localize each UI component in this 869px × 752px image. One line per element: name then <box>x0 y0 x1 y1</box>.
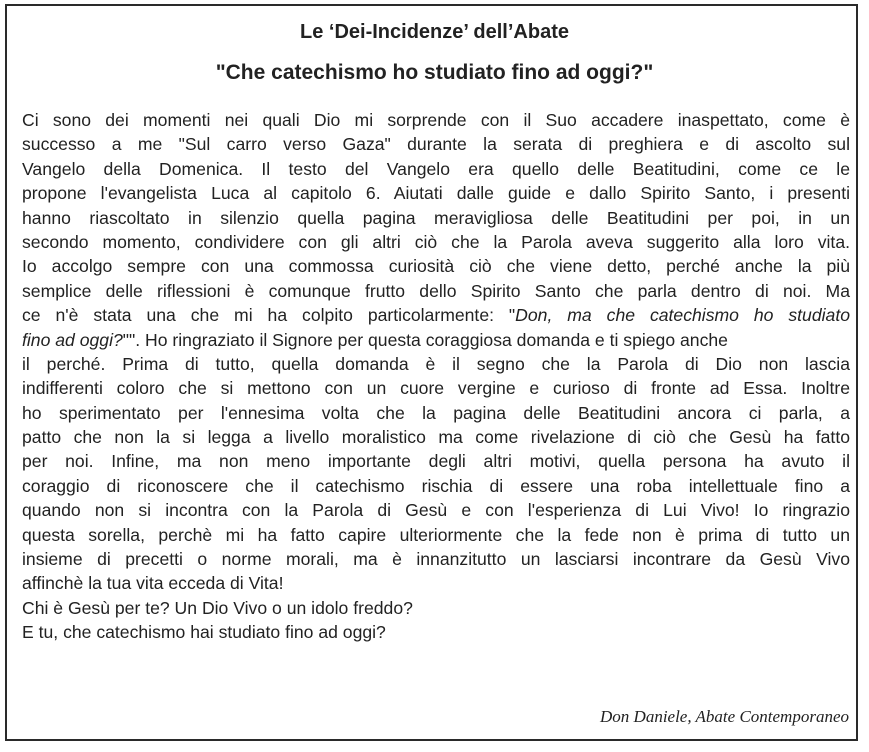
body-line: questa sorella, perchè mi ha fatto capire ulteriormente che la fede non è prima di tutto un <box>22 524 850 545</box>
body-line: Vangelo della Domenica. Il testo del Vangelo era quello delle Beatitudini, come ce le <box>22 158 850 179</box>
body-line: insieme di precetti o norme morali, ma è innanzitutto un lasciarsi incontrare da Gesù Vivo <box>22 549 850 570</box>
body-line: affinchè la tua vita ecceda di Vita! <box>22 573 284 594</box>
body-line: secondo momento, condividere con gli altri ciò che la Parola aveva suggerito alla loro vita. <box>22 231 850 252</box>
body-line: coraggio di riconoscere che il catechismo rischia di essere una roba intellettuale fino a <box>22 475 850 496</box>
closing-question: Chi è Gesù per te? Un Dio Vivo o un idolo freddo? <box>22 597 413 618</box>
body-line-segment: ". Ho ringraziato il Signore per questa coraggiosa domanda e ti spiego anche <box>129 329 728 350</box>
body-line-quote-start <box>22 303 850 327</box>
body-line: per noi. Infine, ma non meno importante degli altri motivi, quella persona ha avuto il <box>22 451 850 472</box>
body-line: Io accolgo sempre con una commossa curiosità ciò che viene detto, perché anche la più <box>22 256 850 277</box>
quoted-question: Don, ma che catechismo ho studiato <box>515 305 850 326</box>
body-line: semplice delle riflessioni è comunque frutto dello Spirito Santo che parla dentro di noi. Ma <box>22 280 850 301</box>
body-line-segment: ce n'è stata una che mi ha colpito particolarmente: " <box>22 305 516 326</box>
body-line: quando non si incontra con la Parola di Gesù e con l'esperienza di Lui Vivo! Io ringrazio <box>22 500 850 521</box>
article-headline: "Che catechismo ho studiato fino ad oggi?" <box>215 61 654 84</box>
column-title: Le ‘Dei-Incidenze’ dell’Abate <box>300 21 569 43</box>
article-body <box>22 108 850 645</box>
body-line: ho sperimentato per l'ennesima volta che la pagina delle Beatitudini ancora ci parla, a <box>22 402 850 423</box>
body-line: indifferenti coloro che si mettono con un cuore vergine e curioso di fronte ad Essa. Inoltre <box>22 378 850 399</box>
closing-question: E tu, che catechismo hai studiato fino ad oggi? <box>22 622 386 643</box>
body-line: Ci sono dei momenti nei quali Dio mi sorprende con il Suo accadere inaspettato, come è <box>22 110 850 130</box>
body-line: propone l'evangelista Luca al capitolo 6. Aiutati dalle guide e dallo Spirito Santo, i presenti <box>22 183 850 204</box>
body-line-quote-end <box>22 328 850 352</box>
body-line: patto che non la si legga a livello moralistico ma come rivelazione di ciò che Gesù ha fatto <box>22 427 850 448</box>
body-line: hanno riascoltato in silenzio quella pagina meravigliosa delle Beatitudini per poi, in un <box>22 207 850 228</box>
body-line: successo a me "Sul carro verso Gaza" durante la serata di preghiera e di ascolto sul <box>22 134 850 155</box>
author-signature: Don Daniele, Abate Contemporaneo <box>600 707 849 726</box>
body-line: il perché. Prima di tutto, quella domanda è il segno che la Parola di Dio non lascia <box>22 353 850 374</box>
quoted-question-end: fino ad oggi? <box>22 329 123 350</box>
quote-close-mark: " <box>122 329 130 350</box>
